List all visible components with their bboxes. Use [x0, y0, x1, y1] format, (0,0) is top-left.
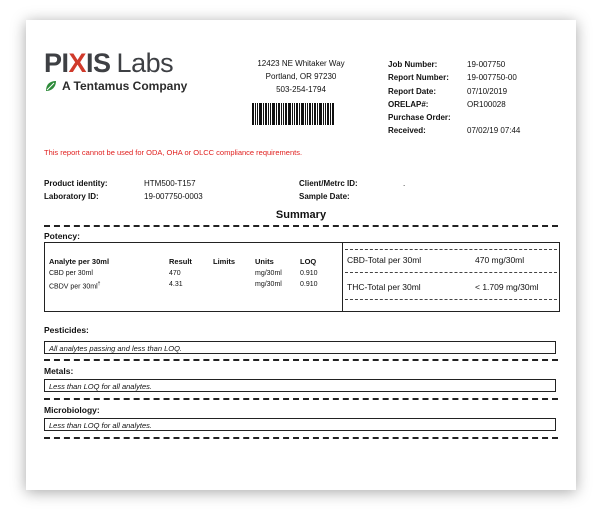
laboratory-id-value: 19-007750-0003	[144, 192, 203, 201]
thc-total-label: THC-Total per 30ml	[347, 282, 421, 292]
purchase-order-label: Purchase Order:	[388, 113, 451, 123]
job-number-value: 19-007750	[467, 60, 506, 69]
received-value: 07/02/19 07:44	[467, 126, 521, 136]
report-number-label: Report Number:	[388, 73, 449, 83]
job-info-labels	[388, 58, 451, 138]
row-analyte: CBD per 30ml	[49, 270, 93, 277]
row-units-2: mg/30ml	[255, 281, 282, 288]
row-result: 470	[169, 270, 181, 277]
report-number-value: 19-007750-00	[467, 73, 517, 83]
address-city: Portland, OR 97230	[265, 72, 337, 81]
laboratory-id-label: Laboratory ID:	[44, 192, 99, 201]
pesticides-divider	[44, 359, 558, 361]
cbd-total-label: CBD-Total per 30ml	[347, 255, 422, 265]
totals-dash-mid	[345, 272, 557, 273]
microbiology-note: Less than LOQ for all analytes.	[44, 418, 556, 431]
thc-total-value: < 1.709 mg/30ml	[475, 282, 539, 292]
logo-tagline-row	[44, 79, 187, 93]
pesticides-label: Pesticides:	[44, 325, 89, 335]
leaf-icon	[44, 79, 58, 93]
row-loq: 0.910	[300, 270, 318, 277]
client-metrc-value: .	[403, 179, 406, 188]
address-phone: 503-254-1794	[276, 85, 326, 94]
report-page	[26, 20, 576, 490]
job-info-values	[467, 58, 520, 138]
received-label: Received:	[388, 126, 426, 136]
header-units: Units	[255, 257, 274, 266]
totals-dash-bottom	[345, 299, 557, 300]
product-identity-label: Product identity:	[44, 179, 108, 188]
metals-note: Less than LOQ for all analytes.	[44, 379, 556, 392]
orelap-value: OR100028	[467, 99, 506, 109]
totals-dash-top	[345, 249, 557, 250]
logo-tagline: A Tentamus Company	[62, 79, 188, 93]
header-result: Result	[169, 257, 192, 266]
metals-label: Metals:	[44, 366, 74, 376]
address-street: 12423 NE Whitaker Way	[257, 59, 345, 68]
microbiology-divider	[44, 437, 558, 439]
pesticides-note: All analytes passing and less than LOQ.	[44, 341, 556, 354]
sample-date-label: Sample Date:	[299, 192, 350, 201]
row-analyte-2: CBDV per 30ml†	[49, 281, 101, 291]
header-loq: LOQ	[300, 257, 317, 266]
report-date-value: 07/10/2019	[467, 86, 508, 96]
barcode	[252, 103, 348, 125]
lab-address	[226, 57, 376, 96]
metals-divider	[44, 398, 558, 400]
client-metrc-label: Client/Metrc ID:	[299, 179, 358, 188]
header-analyte: Analyte per 30ml	[49, 257, 110, 266]
row-units: mg/30ml	[255, 270, 282, 277]
product-identity-value: HTM500-T157	[144, 179, 196, 188]
report-date-label: Report Date:	[388, 86, 437, 96]
summary-title: Summary	[275, 209, 327, 221]
lab-logo: PIXIS Labs	[44, 48, 174, 78]
job-number-label: Job Number:	[388, 60, 438, 69]
header-limits: Limits	[213, 257, 236, 266]
potency-label: Potency:	[44, 231, 80, 241]
summary-divider	[44, 225, 558, 227]
row-loq-2: 0.910	[300, 281, 318, 288]
cbd-total-value: 470 mg/30ml	[475, 255, 525, 265]
row-result-2: 4.31	[169, 281, 183, 288]
potency-table	[44, 242, 560, 312]
potency-divider	[342, 243, 343, 311]
orelap-label: ORELAP#:	[388, 99, 429, 109]
compliance-warning: This report cannot be used for ODA, OHA or OLCC compliance requirements.	[44, 148, 303, 157]
purchase-order-value	[467, 111, 520, 124]
microbiology-label: Microbiology:	[44, 405, 100, 415]
